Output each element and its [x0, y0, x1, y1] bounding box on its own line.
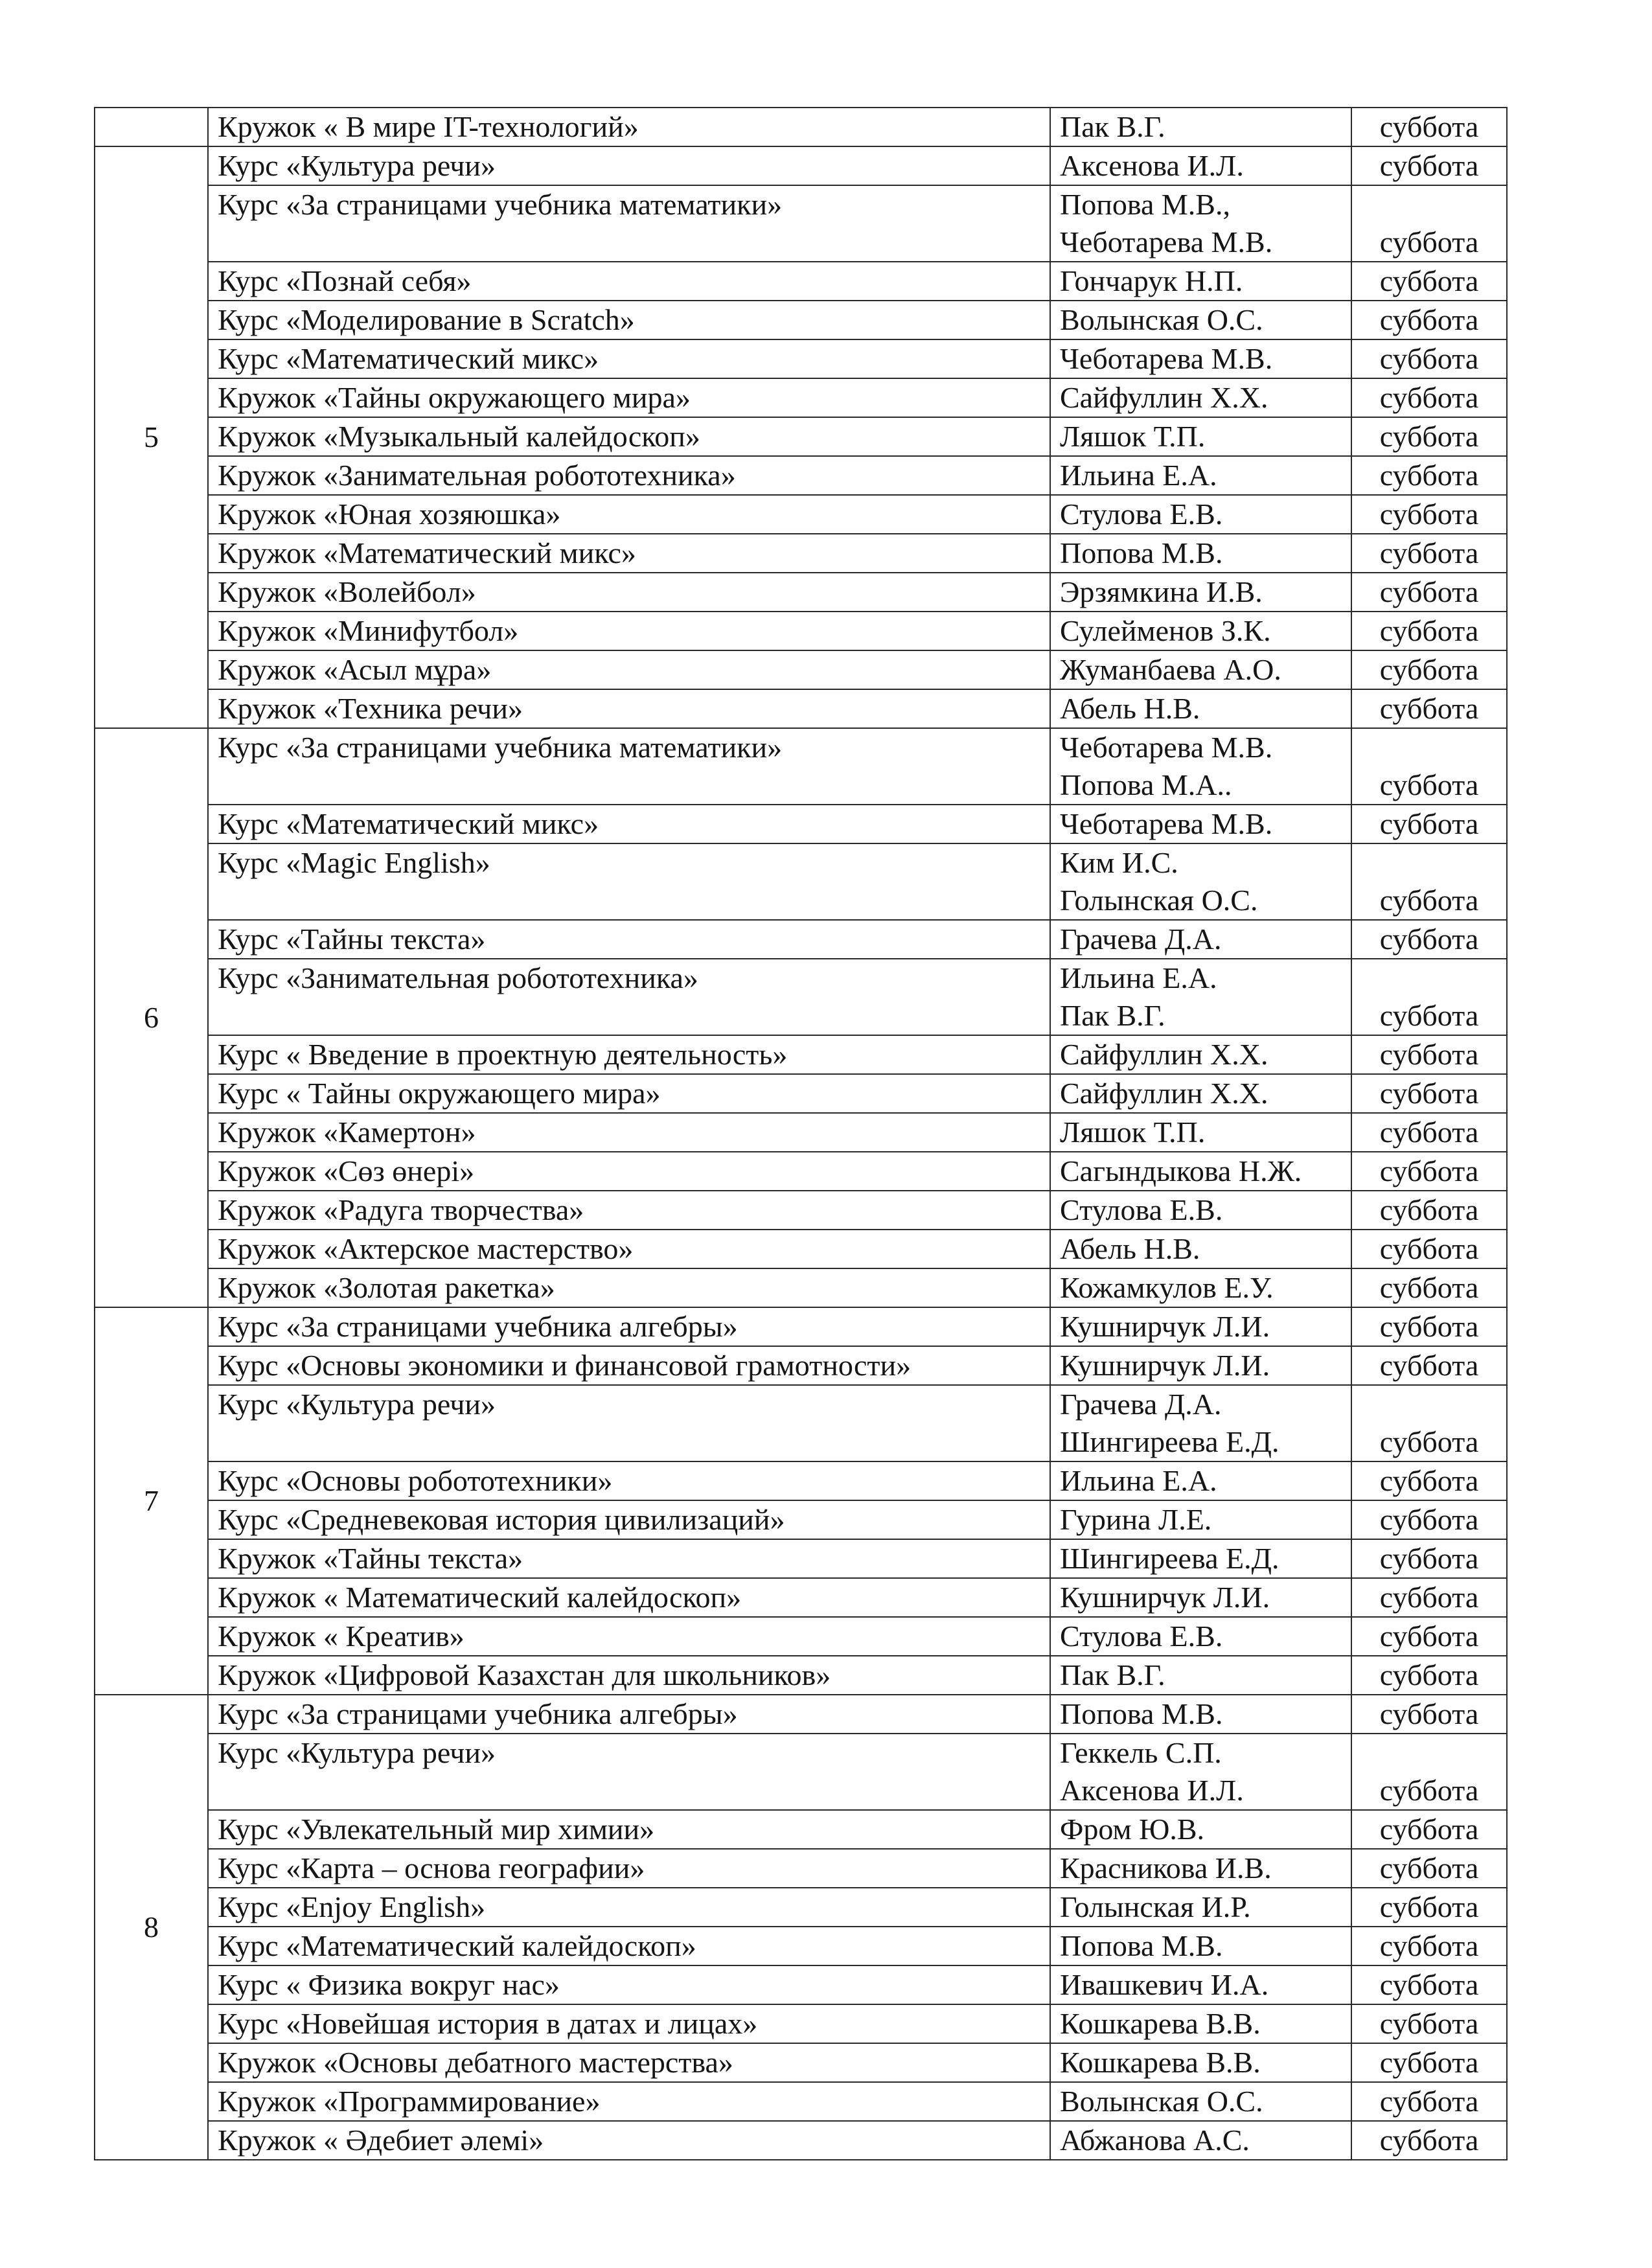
teacher-cell: [1050, 1385, 1351, 1461]
day-cell: суббота: [1351, 1656, 1507, 1695]
table-row: [95, 1152, 1507, 1191]
teacher-cell: [1050, 146, 1351, 185]
table-row: [95, 185, 1507, 262]
day-cell: суббота: [1351, 1578, 1507, 1617]
table-row: [95, 339, 1507, 378]
course-cell: Кружок «Волейбол»: [208, 573, 1050, 612]
day-cell: суббота: [1351, 378, 1507, 417]
teacher-name: Ляшок Т.П.: [1060, 420, 1206, 453]
table-row: [95, 2082, 1507, 2121]
course-cell: Кружок «Цифровой Казахстан для школьников»: [208, 1656, 1050, 1695]
table-row: [95, 378, 1507, 417]
course-cell: Курс «Тайны текста»: [208, 920, 1050, 959]
day-cell: суббота: [1351, 495, 1507, 534]
teacher-name: Чеботарева М.В.: [1060, 807, 1273, 840]
course-cell: Курс « Физика вокруг нас»: [208, 1965, 1050, 2004]
day-cell: суббота: [1351, 417, 1507, 456]
teacher-cell: [1050, 650, 1351, 689]
table-row: [95, 689, 1507, 728]
table-row: [95, 805, 1507, 843]
teacher-cell: [1050, 1965, 1351, 2004]
teacher-name: Кушнирчук Л.И.: [1060, 1310, 1270, 1343]
course-cell: Курс «Средневековая история цивилизаций»: [208, 1500, 1050, 1539]
teacher-cell: [1050, 417, 1351, 456]
table-row: [95, 2121, 1507, 2160]
teacher-name: Голынская И.Р.: [1060, 1890, 1251, 1923]
teacher-name: Кушнирчук Л.И.: [1060, 1349, 1270, 1382]
course-cell: Кружок «Камертон»: [208, 1113, 1050, 1152]
day-cell: суббота: [1351, 108, 1507, 146]
teacher-name: Жуманбаева А.О.: [1060, 653, 1281, 686]
course-cell: Курс «За страницами учебника математики»: [208, 728, 1050, 805]
day-cell: суббота: [1351, 2004, 1507, 2043]
course-cell: Курс «Занимательная робототехника»: [208, 959, 1050, 1035]
teacher-cell: [1050, 1500, 1351, 1539]
day-cell: суббота: [1351, 1927, 1507, 1965]
teacher-cell: [1050, 843, 1351, 920]
day-cell: суббота: [1351, 1385, 1507, 1461]
table-row: [95, 1346, 1507, 1385]
table-row: [95, 1927, 1507, 1965]
teacher-name: Чеботарева М.В.: [1060, 225, 1273, 258]
teacher-name: Красникова И.В.: [1060, 1851, 1272, 1884]
teacher-cell: [1050, 1191, 1351, 1230]
teacher-name: Абель Н.В.: [1060, 692, 1200, 725]
day-cell: суббота: [1351, 1617, 1507, 1656]
course-cell: Курс «Культура речи»: [208, 1734, 1050, 1810]
teacher-name: Ильина Е.А.: [1060, 459, 1217, 492]
table-row: [95, 456, 1507, 495]
course-cell: Кружок « Әдебиет әлемі»: [208, 2121, 1050, 2160]
course-cell: Кружок «Асыл мұра»: [208, 650, 1050, 689]
teacher-cell: [1050, 1617, 1351, 1656]
day-cell: суббота: [1351, 1307, 1507, 1346]
teacher-name: Ивашкевич И.А.: [1060, 1968, 1269, 2001]
day-cell: суббота: [1351, 1734, 1507, 1810]
day-cell: суббота: [1351, 920, 1507, 959]
day-cell: суббота: [1351, 1888, 1507, 1927]
course-cell: Курс «Математический микс»: [208, 339, 1050, 378]
teacher-name: Стулова Е.В.: [1060, 1620, 1223, 1653]
teacher-cell: [1050, 1268, 1351, 1307]
teacher-name: Ляшок Т.П.: [1060, 1116, 1206, 1149]
teacher-name: Ким И.С.: [1060, 846, 1178, 879]
course-cell: Кружок «Музыкальный калейдоскоп»: [208, 417, 1050, 456]
table-row: [95, 1617, 1507, 1656]
day-cell: суббота: [1351, 573, 1507, 612]
teacher-cell: [1050, 1346, 1351, 1385]
table-row: [95, 728, 1507, 805]
grade-cell: 6: [95, 728, 208, 1307]
table-row: [95, 2004, 1507, 2043]
table-row: [95, 1461, 1507, 1500]
teacher-name: Стулова Е.В.: [1060, 498, 1223, 531]
course-cell: Кружок «Радуга творчества»: [208, 1191, 1050, 1230]
table-row: [95, 920, 1507, 959]
table-row: [95, 959, 1507, 1035]
teacher-cell: [1050, 1927, 1351, 1965]
course-cell: Кружок «Юная хозяюшка»: [208, 495, 1050, 534]
table-row: [95, 1230, 1507, 1268]
course-cell: Курс «Enjoy English»: [208, 1888, 1050, 1927]
teacher-name: Эрзямкина И.В.: [1060, 575, 1263, 608]
day-cell: суббота: [1351, 1695, 1507, 1734]
teacher-name: Аксенова И.Л.: [1060, 149, 1244, 182]
teacher-name: Абжанова А.С.: [1060, 2124, 1250, 2157]
teacher-cell: [1050, 1307, 1351, 1346]
day-cell: суббота: [1351, 1539, 1507, 1578]
teacher-cell: [1050, 2004, 1351, 2043]
day-cell: суббота: [1351, 262, 1507, 301]
table-row: [95, 1656, 1507, 1695]
teacher-cell: [1050, 1849, 1351, 1888]
course-cell: Курс «За страницами учебника алгебры»: [208, 1307, 1050, 1346]
course-cell: Кружок «Математический микс»: [208, 534, 1050, 573]
teacher-cell: [1050, 185, 1351, 262]
course-cell: Курс «Основы экономики и финансовой грамотности»: [208, 1346, 1050, 1385]
day-cell: суббота: [1351, 1035, 1507, 1074]
day-cell: суббота: [1351, 805, 1507, 843]
day-cell: суббота: [1351, 612, 1507, 650]
course-cell: Кружок « Креатив»: [208, 1617, 1050, 1656]
table-row: [95, 1500, 1507, 1539]
course-cell: Кружок «Актерское мастерство»: [208, 1230, 1050, 1268]
table-row: [95, 573, 1507, 612]
teacher-cell: [1050, 1578, 1351, 1617]
teacher-name: Ильина Е.А.: [1060, 961, 1217, 994]
day-cell: суббота: [1351, 301, 1507, 339]
teacher-name: Кушнирчук Л.И.: [1060, 1581, 1270, 1614]
course-cell: Курс «За страницами учебника математики»: [208, 185, 1050, 262]
teacher-cell: [1050, 534, 1351, 573]
teacher-name: Попова М.В.: [1060, 1929, 1223, 1962]
teacher-cell: [1050, 456, 1351, 495]
day-cell: суббота: [1351, 689, 1507, 728]
teacher-cell: [1050, 1035, 1351, 1074]
course-cell: Курс «Моделирование в Scratch»: [208, 301, 1050, 339]
course-cell: Курс « Введение в проектную деятельность»: [208, 1035, 1050, 1074]
grade-cell: 7: [95, 1307, 208, 1695]
table-row: [95, 495, 1507, 534]
table-row: [95, 146, 1507, 185]
course-cell: Курс «Основы робототехники»: [208, 1461, 1050, 1500]
teacher-name: Попова М.А..: [1060, 768, 1232, 801]
day-cell: суббота: [1351, 1849, 1507, 1888]
schedule-body: [95, 108, 1507, 2160]
table-row: [95, 612, 1507, 650]
teacher-cell: [1050, 1461, 1351, 1500]
course-cell: Кружок «Золотая ракетка»: [208, 1268, 1050, 1307]
teacher-name: Чеботарева М.В.: [1060, 342, 1273, 375]
schedule-table: [94, 107, 1508, 2160]
teacher-cell: [1050, 1074, 1351, 1113]
day-cell: суббота: [1351, 1074, 1507, 1113]
course-cell: Кружок «Занимательная робототехника»: [208, 456, 1050, 495]
table-row: [95, 1113, 1507, 1152]
teacher-cell: [1050, 495, 1351, 534]
grade-cell: 5: [95, 146, 208, 728]
teacher-cell: [1050, 1539, 1351, 1578]
teacher-cell: [1050, 920, 1351, 959]
teacher-name: Грачева Д.А.: [1060, 1388, 1222, 1421]
teacher-cell: [1050, 573, 1351, 612]
teacher-cell: [1050, 339, 1351, 378]
teacher-name: Аксенова И.Л.: [1060, 1774, 1244, 1807]
teacher-name: Сулейменов З.К.: [1060, 614, 1271, 647]
teacher-name: Чеботарева М.В.: [1060, 731, 1273, 764]
table-row: [95, 534, 1507, 573]
table-row: [95, 1695, 1507, 1734]
table-row: [95, 417, 1507, 456]
teacher-name: Шингиреева Е.Д.: [1060, 1425, 1279, 1458]
teacher-cell: [1050, 1810, 1351, 1849]
course-cell: Кружок « Математический калейдоскоп»: [208, 1578, 1050, 1617]
teacher-name: Гончарук Н.П.: [1060, 264, 1243, 297]
day-cell: суббота: [1351, 1152, 1507, 1191]
day-cell: суббота: [1351, 959, 1507, 1035]
teacher-cell: [1050, 2082, 1351, 2121]
teacher-name: Сайфуллин Х.Х.: [1060, 381, 1268, 414]
table-row: [95, 262, 1507, 301]
teacher-name: Шингиреева Е.Д.: [1060, 1542, 1279, 1575]
day-cell: суббота: [1351, 534, 1507, 573]
teacher-name: Абель Н.В.: [1060, 1232, 1200, 1265]
teacher-name: Попова М.В.,: [1060, 188, 1230, 221]
teacher-name: Пак В.Г.: [1060, 1658, 1165, 1691]
course-cell: Кружок «Техника речи»: [208, 689, 1050, 728]
table-row: [95, 650, 1507, 689]
teacher-name: Пак В.Г.: [1060, 999, 1165, 1032]
teacher-cell: [1050, 262, 1351, 301]
teacher-cell: [1050, 301, 1351, 339]
teacher-name: Кошкарева В.В.: [1060, 2046, 1261, 2079]
day-cell: суббота: [1351, 2121, 1507, 2160]
course-cell: Курс «Новейшая история в датах и лицах»: [208, 2004, 1050, 2043]
course-cell: Кружок «Сөз өнері»: [208, 1152, 1050, 1191]
table-row: [95, 1734, 1507, 1810]
day-cell: суббота: [1351, 1113, 1507, 1152]
teacher-name: Попова М.В.: [1060, 536, 1223, 569]
course-cell: Курс «Культура речи»: [208, 1385, 1050, 1461]
teacher-cell: [1050, 1152, 1351, 1191]
teacher-cell: [1050, 959, 1351, 1035]
table-row: [95, 1074, 1507, 1113]
teacher-name: Сайфуллин Х.Х.: [1060, 1077, 1268, 1110]
grade-cell: [95, 108, 208, 146]
course-cell: Курс «За страницами учебника алгебры»: [208, 1695, 1050, 1734]
course-cell: Курс «Карта – основа географии»: [208, 1849, 1050, 1888]
table-row: [95, 1888, 1507, 1927]
day-cell: суббота: [1351, 2043, 1507, 2082]
table-row: [95, 1539, 1507, 1578]
day-cell: суббота: [1351, 185, 1507, 262]
course-cell: Курс «Культура речи»: [208, 146, 1050, 185]
teacher-cell: [1050, 1656, 1351, 1695]
teacher-name: Грачева Д.А.: [1060, 922, 1222, 956]
day-cell: суббота: [1351, 1268, 1507, 1307]
table-row: [95, 2043, 1507, 2082]
day-cell: суббота: [1351, 1461, 1507, 1500]
table-row: [95, 1268, 1507, 1307]
teacher-cell: [1050, 1734, 1351, 1810]
course-cell: Курс «Математический микс»: [208, 805, 1050, 843]
day-cell: суббота: [1351, 843, 1507, 920]
table-row: [95, 1035, 1507, 1074]
table-row: [95, 1191, 1507, 1230]
teacher-name: Волынская О.С.: [1060, 303, 1263, 336]
teacher-name: Фром Ю.В.: [1060, 1813, 1205, 1846]
table-row: [95, 1849, 1507, 1888]
teacher-name: Пак В.Г.: [1060, 110, 1165, 143]
teacher-cell: [1050, 108, 1351, 146]
teacher-name: Стулова Е.В.: [1060, 1193, 1223, 1226]
course-cell: Кружок « В мире IT-технологий»: [208, 108, 1050, 146]
day-cell: суббота: [1351, 1500, 1507, 1539]
day-cell: суббота: [1351, 728, 1507, 805]
teacher-name: Гурина Л.Е.: [1060, 1503, 1212, 1536]
table-row: [95, 1810, 1507, 1849]
table-row: [95, 108, 1507, 146]
teacher-cell: [1050, 728, 1351, 805]
teacher-cell: [1050, 805, 1351, 843]
day-cell: суббота: [1351, 1965, 1507, 2004]
teacher-name: Сагындыкова Н.Ж.: [1060, 1154, 1302, 1187]
teacher-name: Кожамкулов Е.У.: [1060, 1271, 1274, 1304]
course-cell: Кружок «Минифутбол»: [208, 612, 1050, 650]
course-cell: Кружок «Тайны текста»: [208, 1539, 1050, 1578]
course-cell: Курс « Тайны окружающего мира»: [208, 1074, 1050, 1113]
teacher-cell: [1050, 1888, 1351, 1927]
table-row: [95, 1385, 1507, 1461]
grade-cell: 8: [95, 1695, 208, 2160]
course-cell: Курс «Математический калейдоскоп»: [208, 1927, 1050, 1965]
day-cell: суббота: [1351, 650, 1507, 689]
teacher-name: Геккель С.П.: [1060, 1736, 1222, 1769]
teacher-cell: [1050, 2121, 1351, 2160]
table-row: [95, 843, 1507, 920]
day-cell: суббота: [1351, 339, 1507, 378]
day-cell: суббота: [1351, 456, 1507, 495]
course-cell: Кружок «Программирование»: [208, 2082, 1050, 2121]
day-cell: суббота: [1351, 1191, 1507, 1230]
course-cell: Кружок «Тайны окружающего мира»: [208, 378, 1050, 417]
teacher-cell: [1050, 1230, 1351, 1268]
teacher-name: Волынская О.С.: [1060, 2085, 1263, 2118]
course-cell: Курс «Познай себя»: [208, 262, 1050, 301]
teacher-name: Кошкарева В.В.: [1060, 2007, 1261, 2040]
teacher-name: Сайфуллин Х.Х.: [1060, 1038, 1268, 1071]
teacher-name: Ильина Е.А.: [1060, 1464, 1217, 1497]
teacher-name: Голынская О.С.: [1060, 884, 1258, 917]
course-cell: Кружок «Основы дебатного мастерства»: [208, 2043, 1050, 2082]
course-cell: Курс «Magic English»: [208, 843, 1050, 920]
day-cell: суббота: [1351, 1230, 1507, 1268]
table-row: [95, 1965, 1507, 2004]
teacher-cell: [1050, 1113, 1351, 1152]
teacher-name: Попова М.В.: [1060, 1697, 1223, 1730]
table-row: [95, 1578, 1507, 1617]
teacher-cell: [1050, 612, 1351, 650]
teacher-cell: [1050, 1695, 1351, 1734]
day-cell: суббота: [1351, 2082, 1507, 2121]
table-row: [95, 1307, 1507, 1346]
teacher-cell: [1050, 689, 1351, 728]
course-cell: Курс «Увлекательный мир химии»: [208, 1810, 1050, 1849]
day-cell: суббота: [1351, 1346, 1507, 1385]
teacher-cell: [1050, 2043, 1351, 2082]
table-row: [95, 301, 1507, 339]
day-cell: суббота: [1351, 146, 1507, 185]
teacher-cell: [1050, 378, 1351, 417]
day-cell: суббота: [1351, 1810, 1507, 1849]
